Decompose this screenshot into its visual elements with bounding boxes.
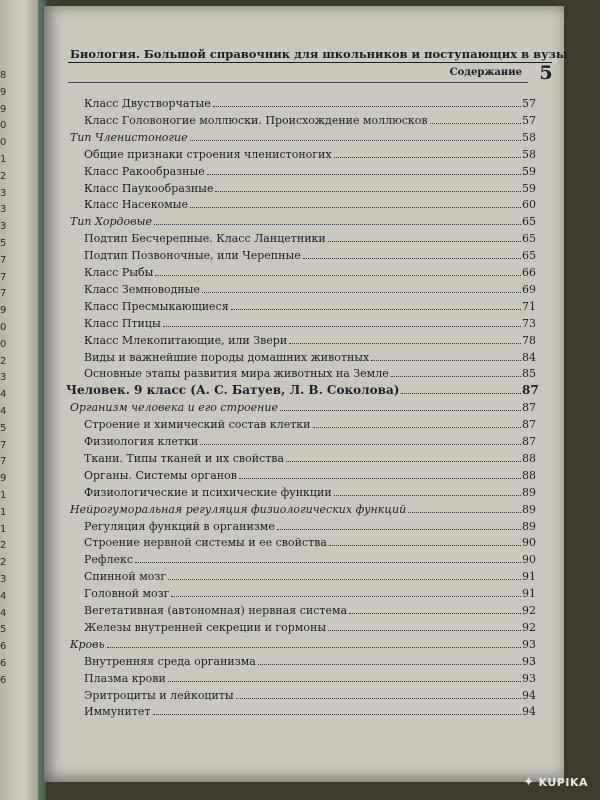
toc-entry: [84, 179, 536, 195]
toc-entry-page: 93: [522, 637, 536, 651]
toc-entry-page: 66: [522, 266, 536, 279]
toc-entry-page: 94: [522, 688, 536, 702]
dot-leader: [231, 309, 521, 310]
toc-entry: [84, 669, 536, 685]
toc-entry-page: 69: [522, 282, 536, 296]
left-page-number: 4: [0, 607, 7, 619]
left-page-number: 7: [0, 254, 7, 266]
toc-entry-label: Общие признаки строения членистоногих: [84, 147, 332, 161]
toc-entry-page: 90: [522, 553, 536, 567]
toc-entry-page: 65: [522, 232, 536, 246]
dot-leader: [334, 157, 521, 158]
toc-entry-page: 89: [522, 519, 536, 533]
toc-entry-label: Организм человека и его строение: [70, 401, 279, 415]
toc-entry-label: Физиология клетки: [84, 435, 199, 448]
left-page-number: 6: [0, 674, 7, 686]
toc-entry-label: Виды и важнейшие породы домашних животных: [84, 350, 370, 364]
star-icon: ✦: [523, 775, 535, 790]
toc-entry: [84, 280, 536, 296]
toc-entry-label: Плазма крови: [84, 671, 166, 685]
dot-leader: [303, 258, 521, 259]
left-page-number: 1: [0, 506, 7, 518]
dot-leader: [328, 630, 521, 631]
dot-leader: [168, 681, 521, 682]
toc-entry: [84, 550, 536, 566]
toc-entry-page: 87: [522, 418, 536, 432]
toc-entry-page: 89: [522, 502, 536, 516]
toc-entry-label: Основные этапы развития мира животных на Земле: [84, 367, 389, 381]
toc-entry-page: 89: [522, 485, 536, 499]
toc-entry-page: 59: [522, 181, 536, 195]
toc-entry-label: Подтип Бесчерепные. Класс Ланцетники: [84, 232, 326, 246]
toc-entry-page: 84: [522, 350, 536, 364]
running-header-title: Биология. Большой справочник для школьников и поступающих в вузы: [70, 47, 568, 61]
toc-entry-page: 93: [522, 671, 536, 685]
toc-entry-label: Ткани. Типы тканей и их свойства: [84, 451, 285, 465]
toc-entry: [84, 466, 536, 482]
left-page-number: 3: [0, 574, 7, 585]
toc-section-heading: [70, 398, 536, 414]
toc-entry: [84, 432, 536, 448]
dot-leader: [239, 478, 521, 479]
dot-leader: [135, 562, 521, 563]
header-rule-secondary: [68, 82, 528, 83]
toc-entry-label: Внутренняя среда организма: [84, 654, 256, 668]
toc-entry-label: Подтип Позвоночные, или Черепные: [84, 249, 301, 263]
toc-entry-label: Человек. 9 класс (А. С. Батуев, Л. В. Соколова): [66, 383, 400, 398]
toc-entry-page: 58: [522, 130, 536, 144]
toc-entry-page: 73: [522, 316, 536, 330]
left-page-number: 2: [0, 557, 7, 569]
left-page-number: 3: [0, 221, 7, 233]
toc-entry-page: 88: [522, 451, 536, 465]
toc-entry: [84, 533, 536, 549]
left-page-number: 3: [0, 187, 7, 199]
left-page-number: 7: [0, 456, 7, 468]
toc-entry-page: 71: [522, 299, 536, 313]
toc-entry-label: Рефлекс: [84, 553, 134, 567]
dot-leader: [313, 427, 521, 428]
left-page-number: 1: [0, 154, 7, 165]
header-rule: [68, 62, 552, 63]
toc-entry-label: Тип Хордовые: [70, 215, 152, 229]
toc-entry-label: Головной мозг: [84, 587, 170, 601]
toc-entry-page: 92: [522, 620, 536, 634]
toc-entry-label: Строение нервной системы и ее свойства: [84, 536, 327, 550]
dot-leader: [168, 579, 521, 580]
toc-entry-page: 87: [522, 383, 539, 398]
toc-entry-label: Класс Птицы: [84, 316, 161, 330]
toc-entry: [84, 584, 536, 600]
toc-entry-label: Спинной мозг: [84, 570, 167, 584]
toc-entry: [84, 652, 536, 668]
toc-entry-label: Железы внутренней секреции и гормоны: [84, 620, 327, 634]
dot-leader: [200, 444, 521, 445]
toc-entry-label: Класс Двустворчатые: [84, 97, 211, 110]
dot-leader: [171, 596, 521, 597]
toc-entry: [84, 449, 536, 465]
toc-entry-page: 92: [522, 604, 536, 617]
toc-entry-label: Регуляция функций в организме: [84, 519, 275, 533]
toc-entry: [84, 246, 536, 262]
toc-entry-page: 90: [522, 536, 536, 550]
toc-section-heading: [70, 635, 536, 651]
left-page-number: 2: [0, 170, 7, 182]
left-page-number: 3: [0, 372, 7, 384]
dot-leader: [190, 207, 521, 208]
left-page-number: 2: [0, 540, 7, 552]
left-page-edge: [0, 0, 38, 800]
left-page-number: 6: [0, 658, 7, 669]
toc-entry-page: 59: [522, 164, 536, 178]
toc-entry: [84, 702, 536, 718]
toc-entry-label: Вегетативная (автономная) нервная система: [84, 604, 348, 617]
toc-entry-page: 57: [522, 97, 536, 110]
page-number: 5: [539, 62, 553, 84]
toc-entry-label: Класс Пресмыкающиеся: [84, 299, 229, 313]
toc-section-heading: [70, 128, 536, 144]
left-page-number: 5: [0, 422, 7, 434]
dot-leader: [190, 140, 521, 141]
dot-leader: [408, 512, 521, 513]
toc-entry-page: 93: [522, 654, 536, 668]
watermark-text: KUPIKA: [538, 776, 588, 789]
toc-entry-label: Класс Рыбы: [84, 266, 154, 279]
toc-entry: [84, 364, 536, 380]
toc-entry: [84, 601, 536, 617]
left-page-number: 0: [0, 322, 7, 333]
toc-entry-page: 85: [522, 367, 536, 381]
toc-entry: [84, 145, 536, 161]
dot-leader: [155, 275, 521, 276]
toc-entry: [84, 348, 536, 364]
toc-entry-label: Физиологические и психические функции: [84, 485, 332, 499]
header-section-label: Содержание: [449, 67, 522, 78]
toc-section-heading: [70, 500, 536, 516]
dot-leader: [163, 326, 521, 327]
dot-leader: [289, 343, 521, 344]
left-page-number: 0: [0, 120, 7, 132]
toc-entry-label: Класс Ракообразные: [84, 164, 205, 178]
toc-entry-page: 65: [522, 215, 536, 229]
dot-leader: [430, 123, 521, 124]
toc-entry: [84, 297, 536, 313]
toc-entry-label: Класс Насекомые: [84, 198, 189, 212]
toc-entry: [84, 686, 536, 702]
toc-chapter-heading: [66, 381, 539, 398]
dot-leader: [207, 174, 521, 175]
toc-entry: [84, 415, 536, 431]
dot-leader: [328, 241, 521, 242]
toc-section-heading: [70, 212, 536, 228]
toc-entry-label: Класс Земноводные: [84, 282, 200, 296]
left-page-number: 7: [0, 439, 7, 451]
left-page-number: 9: [0, 86, 7, 98]
toc-entry-page: 57: [522, 113, 536, 127]
toc-entry-label: Эритроциты и лейкоциты: [84, 688, 234, 702]
left-page-number: 0: [0, 338, 7, 350]
watermark: [523, 775, 588, 790]
toc-entry: [84, 94, 536, 110]
toc-entry-page: 58: [522, 147, 536, 161]
toc-entry-label: Кровь: [70, 637, 105, 651]
toc-entry-label: Класс Паукообразные: [84, 181, 214, 195]
toc-entry: [84, 618, 536, 634]
dot-leader: [213, 106, 521, 107]
toc-entry-label: Класс Головоногие моллюски. Происхождение моллюсков: [84, 113, 428, 127]
toc-entry-page: 88: [522, 468, 536, 482]
toc-entry-label: Тип Членистоногие: [70, 130, 188, 144]
dot-leader: [280, 410, 521, 411]
left-page-number: 1: [0, 490, 7, 501]
toc-entry-page: 91: [522, 570, 536, 584]
toc-entry-label: Строение и химический состав клетки: [84, 418, 311, 432]
toc-entry-label: Нейрогуморальная регуляция физиологических функций: [70, 502, 407, 516]
dot-leader: [349, 613, 521, 614]
left-page-number: 8: [0, 70, 7, 81]
toc-entry: [84, 517, 536, 533]
dot-leader: [154, 224, 521, 225]
dot-leader: [334, 495, 521, 496]
toc-entry-label: Иммунитет: [84, 705, 151, 719]
left-page-number: 5: [0, 624, 7, 636]
dot-leader: [258, 664, 521, 665]
left-page-number: 9: [0, 305, 7, 317]
toc-entry: [84, 314, 536, 330]
toc-entry-page: 65: [522, 249, 536, 263]
dot-leader: [107, 647, 521, 648]
dot-leader: [202, 292, 521, 293]
toc-entry: [84, 229, 536, 245]
toc-page: [44, 6, 568, 782]
dot-leader: [215, 191, 521, 192]
left-page-number: 4: [0, 406, 7, 417]
left-page-number: 2: [0, 355, 7, 367]
dot-leader: [277, 529, 521, 530]
dot-leader: [329, 545, 521, 546]
dot-leader: [153, 714, 521, 715]
dot-leader: [236, 698, 521, 699]
left-page-number: 0: [0, 137, 7, 149]
dot-leader: [391, 376, 521, 377]
toc-entry-page: 87: [522, 435, 536, 448]
toc-entry: [84, 195, 536, 211]
toc-entry: [84, 331, 536, 347]
left-page-number: 4: [0, 389, 7, 401]
dot-leader: [401, 393, 521, 394]
dot-leader: [371, 360, 521, 361]
toc-entry-label: Органы. Системы органов: [84, 468, 237, 482]
toc-entry: [84, 162, 536, 178]
toc-entry: [84, 483, 536, 499]
left-page-number: 7: [0, 271, 7, 283]
toc-entry-page: 91: [522, 587, 536, 601]
toc-entry-label: Класс Млекопитающие, или Звери: [84, 333, 288, 347]
toc-entry-page: 78: [522, 333, 536, 347]
left-page-number: 1: [0, 523, 7, 535]
left-page-number: 4: [0, 590, 7, 602]
left-page-number: 5: [0, 238, 7, 249]
toc-entry: [84, 111, 536, 127]
toc-entry-page: 87: [522, 401, 536, 415]
left-page-number: 9: [0, 103, 7, 115]
toc-entry-page: 94: [522, 705, 536, 719]
toc-entry: [84, 567, 536, 583]
left-page-number: 7: [0, 288, 7, 300]
left-page-number: 6: [0, 641, 7, 653]
toc-entry: [84, 263, 536, 279]
dot-leader: [286, 461, 521, 462]
left-page-number: 3: [0, 204, 7, 216]
toc-entry-page: 60: [522, 198, 536, 212]
left-page-number: 9: [0, 473, 7, 485]
